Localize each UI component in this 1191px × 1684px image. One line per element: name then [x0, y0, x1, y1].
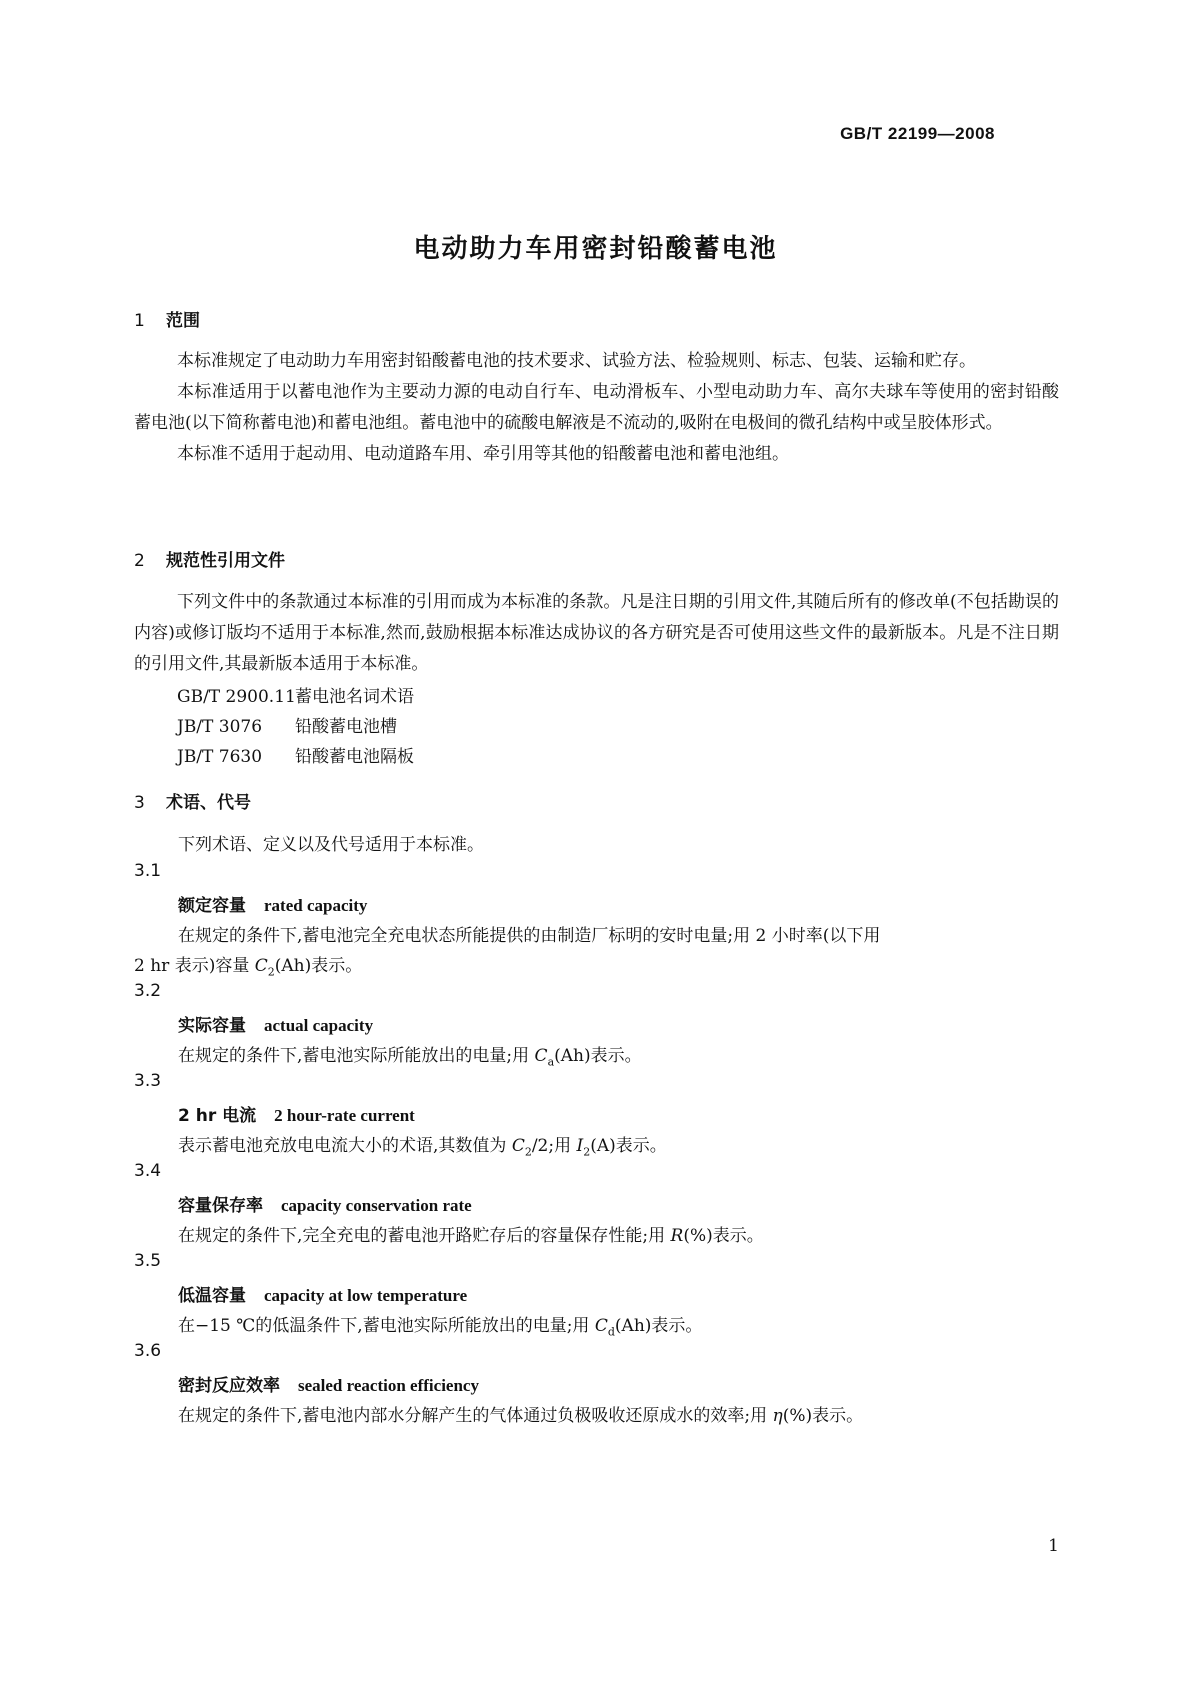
paragraph: 本标准规定了电动助力车用密封铅酸蓄电池的技术要求、试验方法、检验规则、标志、包装、运输和贮存。 — [177, 351, 976, 371]
symbol-subscript: 2 — [583, 1145, 591, 1159]
term-zh: 密封反应效率 — [178, 1376, 280, 1396]
term-definition — [178, 1131, 667, 1158]
symbol: R — [670, 1226, 684, 1246]
definition-text: 在−15 ℃的低温条件下,蓄电池实际所能放出的电量;用 — [178, 1316, 595, 1336]
section-number: 3 — [134, 793, 145, 813]
term-zh: 实际容量 — [178, 1016, 246, 1036]
symbol-subscript: 2 — [524, 1145, 532, 1159]
term-en: rated capacity — [264, 896, 368, 915]
section-2-heading — [134, 546, 285, 571]
term-title — [178, 1281, 467, 1306]
term-zh: 额定容量 — [178, 896, 246, 916]
term-definition — [178, 1401, 863, 1426]
term-number: 3.4 — [134, 1161, 162, 1181]
term-title — [178, 1371, 479, 1396]
term-en: capacity conservation rate — [281, 1196, 472, 1215]
definition-text: (Ah)表示。 — [614, 1316, 703, 1336]
term-definition: 在规定的条件下,蓄电池完全充电状态所能提供的由制造厂标明的安时电量;用 2 小时率(以下用 — [178, 926, 881, 946]
definition-text: (Ah)表示。 — [554, 1046, 642, 1066]
term-number: 3.1 — [134, 861, 162, 881]
term-en: actual capacity — [264, 1016, 374, 1035]
term-definition — [178, 1311, 702, 1338]
symbol-subscript: 2 — [267, 965, 275, 979]
reference-title: 铅酸蓄电池槽 — [295, 717, 397, 737]
definition-text: (A)表示。 — [590, 1136, 667, 1156]
reference-item — [177, 682, 414, 707]
term-zh: 2 hr 电流 — [178, 1106, 257, 1126]
term-definition-continued — [134, 951, 362, 978]
reference-code: JB/T 7630 — [177, 747, 263, 767]
term-zh: 容量保存率 — [178, 1196, 263, 1216]
definition-text: (%)表示。 — [782, 1406, 864, 1426]
definition-text: (%)表示。 — [683, 1226, 764, 1246]
term-definition — [178, 1041, 642, 1068]
term-number: 3.2 — [134, 981, 162, 1001]
section-title: 范围 — [166, 311, 200, 331]
section-2-body — [134, 587, 1059, 680]
term-title — [178, 891, 367, 916]
term-en: 2 hour-rate current — [274, 1106, 415, 1125]
term-definition — [178, 1221, 764, 1246]
symbol: C — [534, 1046, 548, 1066]
definition-text: 2 hr 表示)容量 — [134, 956, 255, 976]
definition-text: 在规定的条件下,蓄电池实际所能放出的电量;用 — [178, 1046, 535, 1066]
definition-text: 在规定的条件下,完全充电的蓄电池开路贮存后的容量保存性能;用 — [178, 1226, 671, 1246]
definition-text: 表示蓄电池充放电电流大小的术语,其数值为 — [178, 1136, 512, 1156]
symbol: η — [772, 1406, 783, 1426]
symbol: I — [576, 1136, 584, 1156]
term-number: 3.5 — [134, 1251, 162, 1271]
symbol: C — [594, 1316, 608, 1336]
section-number: 2 — [134, 551, 145, 571]
reference-title: 铅酸蓄电池隔板 — [295, 747, 414, 767]
term-en: sealed reaction efficiency — [298, 1376, 479, 1395]
paragraph: 本标准不适用于起动用、电动道路车用、牵引用等其他的铅酸蓄电池和蓄电池组。 — [177, 444, 789, 464]
definition-text: /2;用 — [531, 1136, 577, 1156]
section-title: 术语、代号 — [166, 793, 251, 813]
section-1-body — [134, 346, 1059, 470]
symbol-subscript: d — [607, 1325, 615, 1339]
section-1-heading — [134, 306, 200, 331]
paragraph: 本标准适用于以蓄电池作为主要动力源的电动自行车、电动滑板车、小型电动助力车、高尔夫球车等使用的密封铅酸蓄电池(以下简称蓄电池)和蓄电池组。蓄电池中的硫酸电解液是不流动的,吸附在电极间的微孔结构中或呈胶体形式。 — [134, 382, 1059, 433]
section-title: 规范性引用文件 — [166, 551, 285, 571]
term-number: 3.3 — [134, 1071, 162, 1091]
definition-text: (Ah)表示。 — [274, 956, 363, 976]
term-title — [178, 1191, 472, 1216]
term-en: capacity at low temperature — [264, 1286, 468, 1305]
paragraph: 下列文件中的条款通过本标准的引用而成为本标准的条款。凡是注日期的引用文件,其随后所有的修改单(不包括勘误的内容)或修订版均不适用于本标准,然而,鼓励根据本标准达成协议的各方研究是否可使用这些文件的最新版本。凡是不注日期的引用文件,其最新版本适用于本标准。 — [134, 592, 1059, 674]
reference-item — [177, 742, 414, 767]
section-3-intro: 下列术语、定义以及代号适用于本标准。 — [178, 835, 484, 855]
reference-code: GB/T 2900.11 — [177, 687, 296, 707]
document-title: 电动助力车用密封铅酸蓄电池 — [413, 234, 778, 264]
page-number: 1 — [1048, 1536, 1059, 1556]
reference-title: 蓄电池名词术语 — [295, 687, 414, 707]
reference-code: JB/T 3076 — [177, 717, 263, 737]
standard-number: GB/T 22199—2008 — [840, 124, 995, 143]
symbol-subscript: a — [547, 1055, 555, 1069]
definition-text: 在规定的条件下,蓄电池内部水分解产生的气体通过负极吸收还原成水的效率;用 — [178, 1406, 773, 1426]
reference-item — [177, 712, 397, 737]
symbol: C — [511, 1136, 525, 1156]
term-title — [178, 1101, 415, 1126]
term-title — [178, 1011, 373, 1036]
section-number: 1 — [134, 311, 145, 331]
term-number: 3.6 — [134, 1341, 162, 1361]
symbol: C — [254, 956, 268, 976]
term-zh: 低温容量 — [178, 1286, 246, 1306]
section-3-heading — [134, 788, 251, 813]
